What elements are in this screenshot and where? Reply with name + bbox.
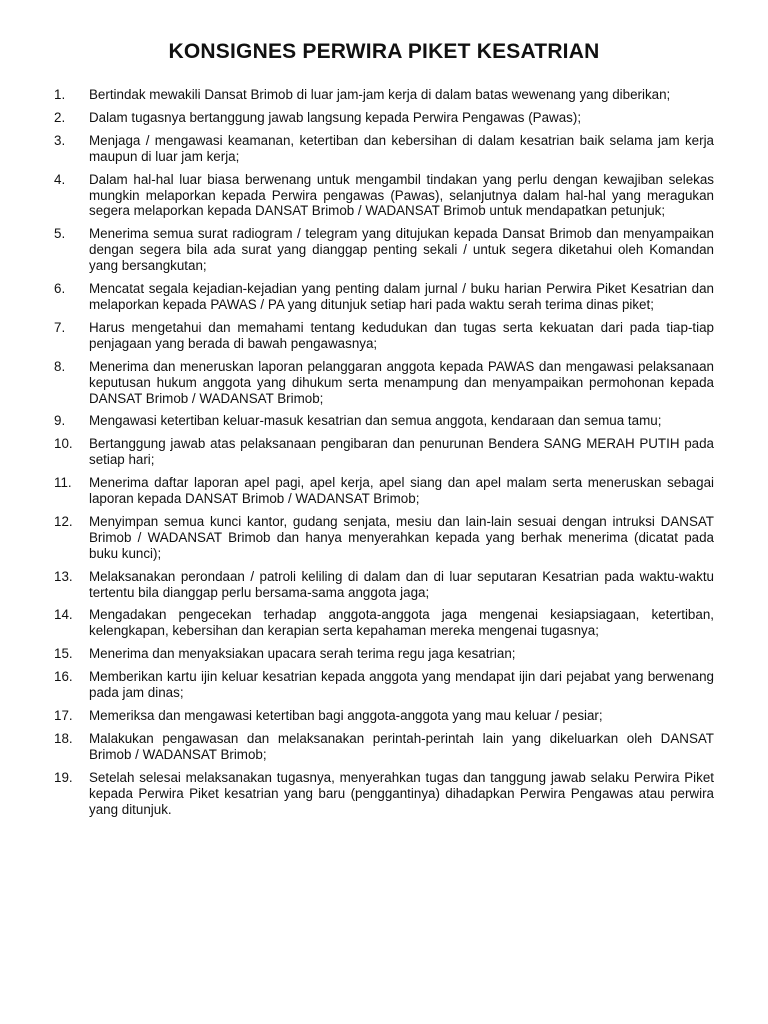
item-text: Menerima dan meneruskan laporan pelanggaran anggota kepada PAWAS dan mengawasi pelaksanaan keputusan hukum anggota yang dihukum serta menampung dan menyampaikan permohonan kepada DANSAT Brimob / WADANSAT Brimob;: [89, 358, 714, 406]
list-item: [54, 281, 714, 313]
item-number: 12.: [54, 513, 73, 529]
item-text: Bertindak mewakili Dansat Brimob di luar jam-jam kerja di dalam batas wewenang yang diberikan;: [89, 87, 671, 102]
list-item: [54, 436, 714, 468]
item-text: Memeriksa dan mengawasi ketertiban bagi anggota-anggota yang mau keluar / pesiar;: [89, 708, 603, 723]
list-item: [54, 320, 714, 352]
list-item: [54, 226, 714, 274]
list-item: [54, 646, 714, 662]
item-number: 2.: [54, 109, 66, 125]
item-text: Menerima semua surat radiogram / telegram yang ditujukan kepada Dansat Brimob dan menyampaikan dengan segera bila ada surat yang dianggap penting sekali / untuk segera diketahui oleh Komandan yang bersangkutan;: [89, 226, 714, 274]
item-number: 16.: [54, 669, 73, 685]
item-text: Memberikan kartu ijin keluar kesatrian kepada anggota yang mendapat ijin dari pejabat yang berwenang pada jam dinas;: [89, 669, 714, 701]
item-number: 18.: [54, 730, 73, 746]
item-text: Harus mengetahui dan memahami tentang kedudukan dan tugas serta kekuatan dari pada tiap-tiap penjagaan yang berada di bawah pengawasnya;: [89, 319, 714, 351]
item-number: 5.: [54, 226, 66, 242]
item-text: Malakukan pengawasan dan melaksanakan perintah-perintah lain yang dikeluarkan oleh DANSAT Brimob / WADANSAT Brimob;: [89, 730, 714, 762]
list-item: [54, 110, 714, 126]
item-text: Bertanggung jawab atas pelaksanaan pengibaran dan penurunan Bendera SANG MERAH PUTIH pada setiap hari;: [89, 436, 714, 468]
item-number: 4.: [54, 171, 66, 187]
item-text: Mengadakan pengecekan terhadap anggota-anggota jaga mengenai kesiapsiagaan, ketertiban, kelengkapan, kebersihan dan kerapian serta kepahaman mereka mengenai tugasnya;: [89, 607, 714, 639]
duty-list: [54, 87, 714, 817]
item-number: 10.: [54, 436, 73, 452]
item-text: Menjaga / mengawasi keamanan, ketertiban dan kebersihan di dalam kesatrian baik selama jam kerja maupun di luar jam kerja;: [89, 132, 714, 164]
item-text: Menerima dan menyaksiakan upacara serah terima regu jaga kesatrian;: [89, 646, 516, 662]
list-item: [54, 607, 714, 639]
item-text: Setelah selesai melaksanakan tugasnya, menyerahkan tugas dan tanggung jawab selaku Perwira Piket kepada Perwira Piket kesatrian yang baru (penggantinya) dihadapkan Perwira Pengawas atau perwira yang ditunjuk.: [89, 769, 714, 817]
item-number: 13.: [54, 568, 73, 584]
item-number: 7.: [54, 319, 66, 335]
item-text: Dalam hal-hal luar biasa berwenang untuk mengambil tindakan yang perlu dengan kewajiban selekas mungkin melaporkan kepada Perwira pengawas (Pawas), selanjutnya dalam hal-hal yang meragukan segera melaporkan kepada DANSAT Brimob / WADANSAT Brimob untuk mendapatkan petunjuk;: [89, 171, 714, 219]
item-number: 15.: [54, 646, 73, 662]
item-text: Mencatat segala kejadian-kejadian yang penting dalam jurnal / buku harian Perwira Piket Kesatrian dan melaporkan kepada PAWAS / PA yang ditunjuk setiap hari pada waktu serah terima dinas piket;: [89, 281, 714, 312]
list-item: [54, 475, 714, 507]
item-number: 1.: [54, 87, 66, 102]
item-number: 8.: [54, 358, 66, 374]
item-number: 9.: [54, 413, 66, 429]
item-text: Menerima daftar laporan apel pagi, apel kerja, apel siang dan apel malam serta meneruskan sebagai laporan kepada DANSAT Brimob / WADANSAT Brimob;: [89, 475, 714, 507]
list-item: [54, 87, 714, 103]
item-text: Dalam tugasnya bertanggung jawab langsung kepada Perwira Pengawas (Pawas);: [89, 109, 582, 125]
list-item: [54, 731, 714, 763]
list-item: [54, 770, 714, 818]
item-number: 3.: [54, 132, 66, 148]
item-number: 14.: [54, 607, 73, 623]
item-number: 11.: [54, 475, 72, 491]
item-number: 19.: [54, 769, 73, 785]
list-item: [54, 133, 714, 165]
document-title: KONSIGNES PERWIRA PIKET KESATRIAN: [168, 40, 600, 63]
item-number: 6.: [54, 281, 66, 297]
item-text: Mengawasi ketertiban keluar-masuk kesatrian dan semua anggota, kendaraan dan semua tamu;: [89, 413, 662, 429]
item-text: Menyimpan semua kunci kantor, gudang senjata, mesiu dan lain-lain sesuai dengan intruksi DANSAT Brimob / WADANSAT Brimob dan hanya menyerahkan kepada yang berhak menerima (dicatat pada buku kunci);: [89, 513, 714, 561]
list-item: [54, 172, 714, 220]
list-item: [54, 669, 714, 701]
list-item: [54, 359, 714, 407]
item-text: Melaksanakan perondaan / patroli keliling di dalam dan di luar seputaran Kesatrian pada waktu-waktu tertentu bila dianggap perlu bersama-sama anggota jaga;: [89, 568, 714, 600]
list-item: [54, 413, 714, 429]
list-item: [54, 569, 714, 601]
list-item: [54, 708, 714, 724]
item-number: 17.: [54, 708, 73, 723]
list-item: [54, 514, 714, 562]
